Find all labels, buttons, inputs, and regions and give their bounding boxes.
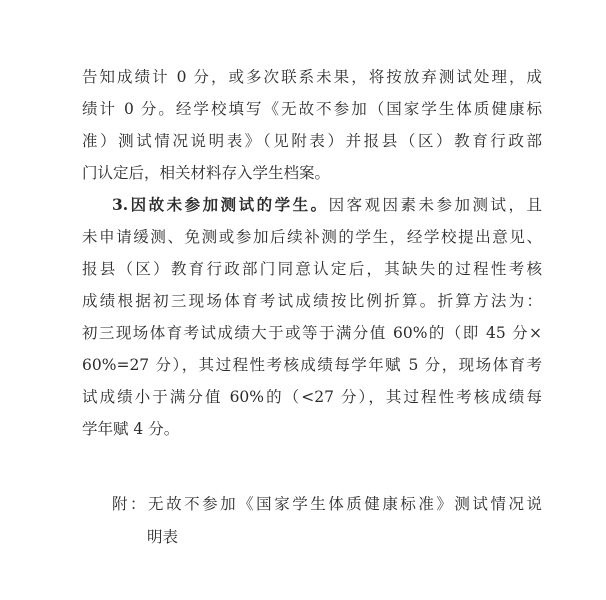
text-line: 学年赋 4 分。 [82, 420, 180, 438]
text-line: 告知成绩计 0 分，或多次联系未果，将按放弃测试处理，成 [82, 68, 542, 86]
text-line: 准）测试情况说明表》（见附表）并报县（区）教育行政部 [82, 132, 542, 150]
heading-line-rest: 因客观因素未参加测试，且 [328, 196, 542, 214]
attachment-note: 附：无故不参加《国家学生体质健康标准》测试情况说 [112, 495, 542, 513]
text-line: 试成绩小于满分值 60%的（<27 分），其过程性考核成绩每 [82, 388, 542, 406]
text-line: 门认定后，相关材料存入学生档案。 [82, 164, 331, 182]
text-line: 未申请缓测、免测或参加后续补测的学生，经学校提出意见、 [82, 228, 542, 246]
text-line: 初三现场体育考试成绩大于或等于满分值 60%的（即 45 分× [82, 324, 542, 342]
text-line: 报县（区）教育行政部门同意认定后，其缺失的过程性考核 [82, 260, 542, 278]
paragraph-heading-line [112, 195, 542, 215]
attachment-note-continued: 明表 [147, 528, 179, 546]
text-line: 60%=27 分），其过程性考核成绩每学年赋 5 分，现场体育考 [82, 356, 542, 374]
section-heading: 3.因故未参加测试的学生。 [112, 195, 329, 214]
text-line: 绩计 0 分。经学校填写《无故不参加（国家学生体质健康标 [82, 100, 542, 118]
text-line: 成绩根据初三现场体育考试成绩按比例折算。折算方法为： [82, 292, 542, 310]
